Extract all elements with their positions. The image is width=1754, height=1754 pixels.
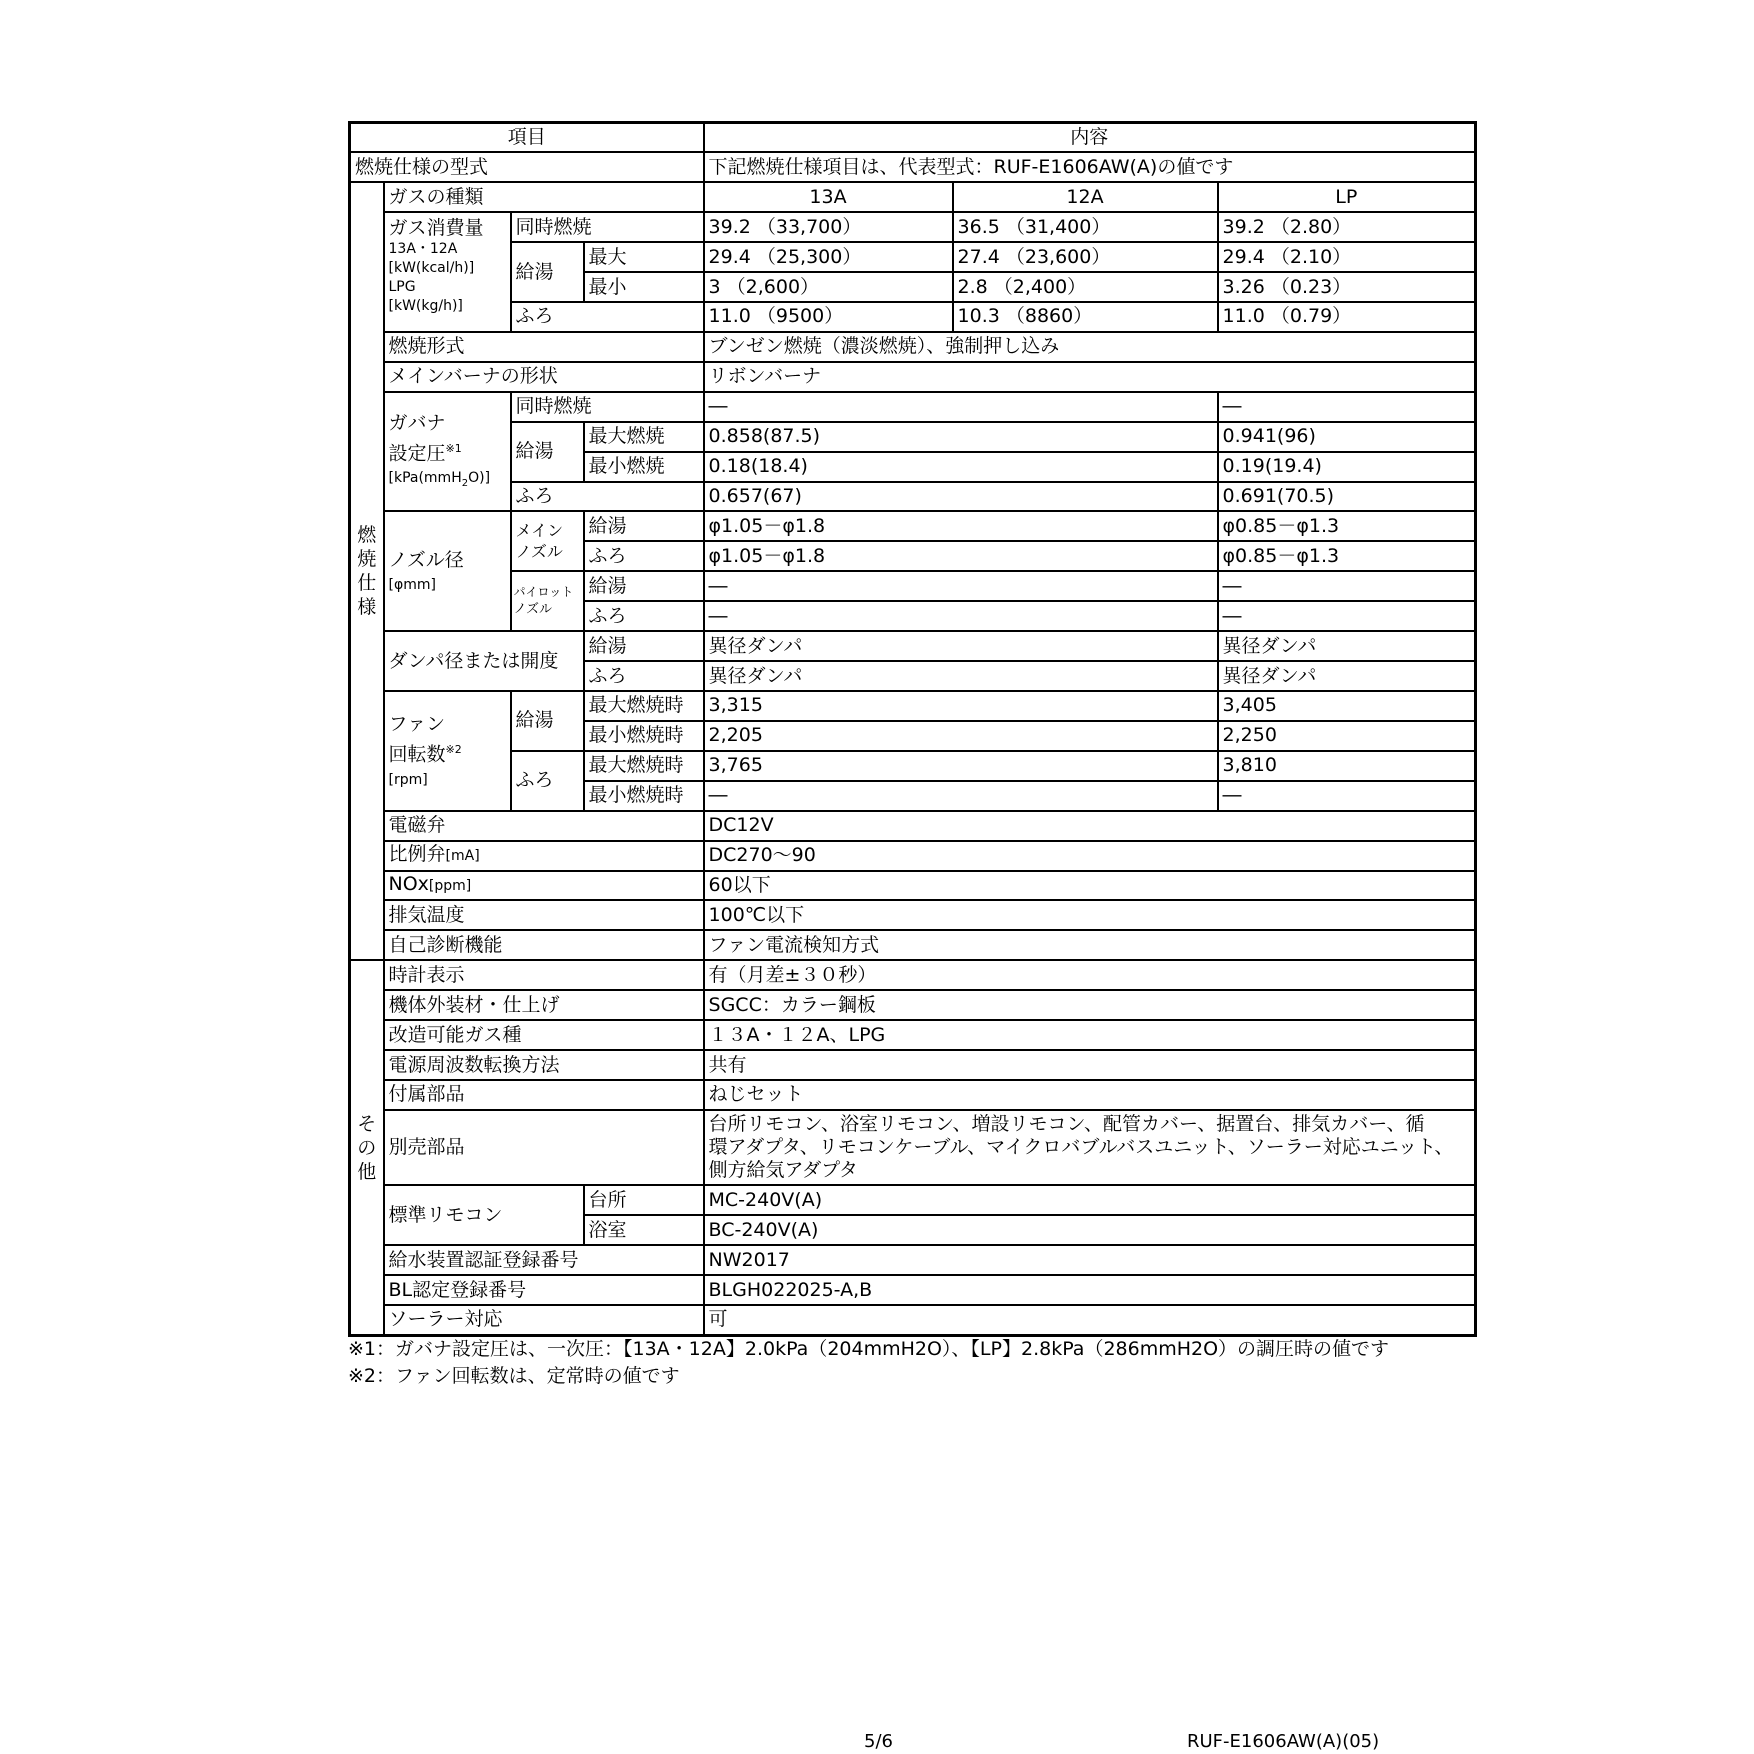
document-id: RUF-E1606AW(A)(05) [1187, 1731, 1380, 1752]
header-item: 項目 [350, 123, 704, 153]
proportional-value: DC270～90 [704, 841, 1476, 871]
gas-consumption-hot-water-label: 給湯 [511, 242, 584, 302]
cell-value: 0.858(87.5) [704, 422, 1218, 452]
water-cert-row [350, 1245, 1476, 1275]
cell-value: 0.18(18.4) [704, 452, 1218, 482]
gas-consumption-bath-label: ふろ [511, 302, 704, 332]
cell-value: 11.0 （0.79） [1218, 302, 1476, 332]
gas-consumption-simultaneous-label: 同時燃焼 [511, 212, 704, 242]
cell-value: ― [704, 781, 1218, 811]
group-other: その他 [350, 960, 384, 1335]
page-number: 5/6 [864, 1731, 893, 1752]
damper-bath-label: ふろ [584, 661, 704, 691]
proportional-label: 比例弁[mA] [384, 841, 704, 871]
fan-hot-min-label: 最小燃焼時 [584, 721, 704, 751]
cell-value: φ0.85－φ1.3 [1218, 511, 1476, 541]
cell-value: 3,810 [1218, 751, 1476, 781]
convertible-gas-row [350, 1020, 1476, 1050]
fan-hot-max-label: 最大燃焼時 [584, 691, 704, 721]
governor-bath-label: ふろ [511, 482, 704, 512]
self-diagnosis-value: ファン電流検知方式 [704, 930, 1476, 960]
fan-bath-label: ふろ [511, 751, 584, 811]
damper-hot-label: 給湯 [584, 631, 704, 661]
nozzle-pilot-hot-row [350, 571, 1476, 601]
cell-value: 3.26 （0.23） [1218, 272, 1476, 302]
fan-bath-max-label: 最大燃焼時 [584, 751, 704, 781]
nox-row [350, 871, 1476, 901]
fan-hot-label: 給湯 [511, 691, 584, 751]
governor-simultaneous-label: 同時燃焼 [511, 392, 704, 422]
water-cert-label: 給水装置認証登録番号 [384, 1245, 704, 1275]
cell-value: 0.691(70.5) [1218, 482, 1476, 512]
cell-value: ― [1218, 392, 1476, 422]
cell-value: ― [704, 601, 1218, 631]
governor-bath-row [350, 482, 1476, 512]
gas-type-lp: LP [1218, 182, 1476, 212]
convertible-gas-label: 改造可能ガス種 [384, 1020, 704, 1050]
exhaust-temp-label: 排気温度 [384, 900, 704, 930]
governor-simultaneous-row [350, 392, 1476, 422]
combustion-form-row [350, 332, 1476, 362]
cell-value: ― [704, 392, 1218, 422]
accessories-label: 付属部品 [384, 1080, 704, 1110]
gas-consumption-bath-row [350, 302, 1476, 332]
cell-value: 36.5 （31,400） [953, 212, 1218, 242]
cell-value: 2,250 [1218, 721, 1476, 751]
self-diagnosis-label: 自己診断機能 [384, 930, 704, 960]
cell-value: φ0.85－φ1.3 [1218, 541, 1476, 571]
solenoid-row [350, 811, 1476, 841]
cell-value: 異径ダンパ [1218, 661, 1476, 691]
remote-kitchen-row [350, 1185, 1476, 1215]
cell-value: ― [704, 571, 1218, 601]
gas-consumption-max-label: 最大 [584, 242, 704, 272]
cell-value: 異径ダンパ [704, 631, 1218, 661]
governor-min-label: 最小燃焼 [584, 452, 704, 482]
footnote-2: ※2：ファン回転数は、定常時の値です [348, 1365, 680, 1387]
cell-value: 3,315 [704, 691, 1218, 721]
clock-value: 有（月差±３０秒） [704, 960, 1476, 990]
model-value: 下記燃焼仕様項目は、代表型式：RUF-E1606AW(A)の値です [704, 152, 1476, 182]
exhaust-temp-value: 100℃以下 [704, 900, 1476, 930]
frequency-row [350, 1050, 1476, 1080]
damper-title: ダンパ径または開度 [384, 631, 584, 691]
solenoid-label: 電磁弁 [384, 811, 704, 841]
accessories-value: ねじセット [704, 1080, 1476, 1110]
cell-value: 0.657(67) [704, 482, 1218, 512]
group-combustion: 燃焼仕様 [350, 182, 384, 960]
nozzle-main-bath-label: ふろ [584, 541, 704, 571]
optional-label: 別売部品 [384, 1110, 704, 1185]
remote-kitchen-label: 台所 [584, 1185, 704, 1215]
remote-bath-value: BC-240V(A) [704, 1215, 1476, 1245]
nox-label: NOx[ppm] [384, 871, 704, 901]
remote-bath-label: 浴室 [584, 1215, 704, 1245]
governor-hot-water-label: 給湯 [511, 422, 584, 482]
burner-shape-label: メインバーナの形状 [384, 362, 704, 392]
nox-value: 60以下 [704, 871, 1476, 901]
fan-bath-min-label: 最小燃焼時 [584, 781, 704, 811]
governor-max-label: 最大燃焼 [584, 422, 704, 452]
bl-cert-value: BLGH022025-A,B [704, 1275, 1476, 1305]
cell-value: 3,405 [1218, 691, 1476, 721]
cell-value: 3,765 [704, 751, 1218, 781]
fan-hot-max-row [350, 691, 1476, 721]
cell-value: 2,205 [704, 721, 1218, 751]
cell-value: 異径ダンパ [704, 661, 1218, 691]
gas-type-12a: 12A [953, 182, 1218, 212]
nozzle-pilot-bath-label: ふろ [584, 601, 704, 631]
accessories-row [350, 1080, 1476, 1110]
damper-hot-row [350, 631, 1476, 661]
exterior-label: 機体外装材・仕上げ [384, 990, 704, 1020]
exterior-row [350, 990, 1476, 1020]
cell-value: 39.2 （33,700） [704, 212, 953, 242]
solar-row [350, 1305, 1476, 1336]
burner-shape-value: リボンバーナ [704, 362, 1476, 392]
gas-consumption-min-label: 最小 [584, 272, 704, 302]
nozzle-pilot-label: パイロット ノズル [511, 571, 584, 631]
nozzle-main-label: メイン ノズル [511, 511, 584, 571]
solar-label: ソーラー対応 [384, 1305, 704, 1336]
combustion-form-label: 燃焼形式 [384, 332, 704, 362]
model-label: 燃焼仕様の型式 [350, 152, 704, 182]
remote-kitchen-value: MC-240V(A) [704, 1185, 1476, 1215]
cell-value: 29.4 （25,300） [704, 242, 953, 272]
remote-label: 標準リモコン [384, 1185, 584, 1245]
cell-value: 0.941(96) [1218, 422, 1476, 452]
cell-value: ― [1218, 781, 1476, 811]
proportional-row [350, 841, 1476, 871]
optional-value: 台所リモコン、浴室リモコン、増設リモコン、配管カバー、据置台、排気カバー、循 環アダプタ、リモコンケーブル、マイクロバブルバスユニット、ソーラー対応ユニット、 側方給気アダプタ [704, 1110, 1476, 1185]
cell-value: φ1.05－φ1.8 [704, 511, 1218, 541]
clock-label: 時計表示 [384, 960, 704, 990]
model-row [350, 152, 1476, 182]
cell-value: ― [1218, 601, 1476, 631]
solar-value: 可 [704, 1305, 1476, 1336]
header-row [350, 123, 1476, 153]
bl-cert-row [350, 1275, 1476, 1305]
nozzle-main-hot-row [350, 511, 1476, 541]
exhaust-temp-row [350, 900, 1476, 930]
cell-value: 3 （2,600） [704, 272, 953, 302]
cell-value: 異径ダンパ [1218, 631, 1476, 661]
header-content: 内容 [704, 123, 1476, 153]
cell-value: ― [1218, 571, 1476, 601]
optional-row [350, 1110, 1476, 1185]
gas-consumption-title: ガス消費量 13A・12A [kW(kcal/h)] LPG [kW(kg/h)] [384, 212, 511, 332]
cell-value: 29.4 （2.10） [1218, 242, 1476, 272]
frequency-value: 共有 [704, 1050, 1476, 1080]
nozzle-pilot-hot-label: 給湯 [584, 571, 704, 601]
frequency-label: 電源周波数転換方法 [384, 1050, 704, 1080]
gas-consumption-max-row [350, 242, 1476, 272]
self-diagnosis-row [350, 930, 1476, 960]
clock-row [350, 960, 1476, 990]
cell-value: 11.0 （9500） [704, 302, 953, 332]
solenoid-value: DC12V [704, 811, 1476, 841]
combustion-form-value: ブンゼン燃焼（濃淡燃焼）、強制押し込み [704, 332, 1476, 362]
cell-value: 2.8 （2,400） [953, 272, 1218, 302]
cell-value: 10.3 （8860） [953, 302, 1218, 332]
governor-title: ガバナ 設定圧$^{※1}$ [kPa(mmH$_2$O)] [384, 392, 511, 512]
cell-value: 39.2 （2.80） [1218, 212, 1476, 242]
footnote-1: ※1：ガバナ設定圧は、一次圧：【13A・12A】2.0kPa（204mmH2O）、【LP】2.8kPa（286mmH2O）の調圧時の値です [348, 1338, 1390, 1360]
gas-consumption-simultaneous-row [350, 212, 1476, 242]
governor-max-row [350, 422, 1476, 452]
burner-shape-row [350, 362, 1476, 392]
exterior-value: SGCC：カラー鋼板 [704, 990, 1476, 1020]
bl-cert-label: BL認定登録番号 [384, 1275, 704, 1305]
cell-value: 0.19(19.4) [1218, 452, 1476, 482]
fan-title: ファン 回転数$^{※2}$ [rpm] [384, 691, 511, 811]
nozzle-main-hot-label: 給湯 [584, 511, 704, 541]
water-cert-value: NW2017 [704, 1245, 1476, 1275]
cell-value: φ1.05－φ1.8 [704, 541, 1218, 571]
nozzle-title: ノズル径 [φmm] [384, 511, 511, 631]
gas-type-label: ガスの種類 [384, 182, 704, 212]
gas-type-13a: 13A [704, 182, 953, 212]
convertible-gas-value: １３A・１２A、LPG [704, 1020, 1476, 1050]
spec-table [348, 121, 1477, 1337]
fan-bath-max-row [350, 751, 1476, 781]
cell-value: 27.4 （23,600） [953, 242, 1218, 272]
gas-type-row [350, 182, 1476, 212]
